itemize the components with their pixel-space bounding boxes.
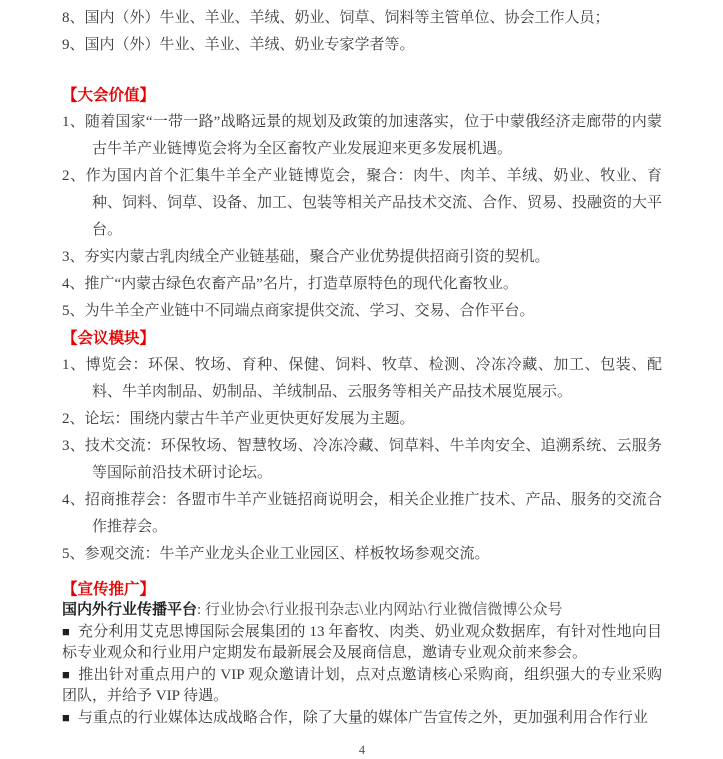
promotion-bullet-2: [62, 664, 662, 707]
document-content: [62, 5, 662, 729]
promotion-bullet-1: [62, 621, 662, 664]
audience-item-9: 9、国内（外）牛业、羊业、羊绒、奶业专家学者等。: [62, 37, 415, 53]
section-promotion: [62, 579, 662, 729]
promotion-bullet-1-text: 充分利用艾克思博国际会展集团的 13 年畜牧、肉类、奶业观众数据库，有针对性地向目标专业观众和行业用户定期发布最新展会及展商信息，邀请专业观众前来参会。: [62, 624, 662, 661]
value-item-5: 5、为牛羊全产业链中不同端点商家提供交流、学习、交易、合作平台。: [62, 303, 535, 319]
value-item-3: 3、夯实内蒙古乳肉绒全产业链基础，聚合产业优势提供招商引资的契机。: [62, 249, 550, 265]
promotion-bullet-3: [62, 707, 662, 729]
black-square-icon: ■: [62, 667, 70, 682]
value-item-4: 4、推广“内蒙古绿色农畜产品”名片，打造草原特色的现代化畜牧业。: [62, 276, 518, 292]
section-heading-modules: 【会议模块】: [62, 330, 156, 347]
module-item-5: 5、参观交流：牛羊产业龙头企业工业园区、样板牧场参观交流。: [62, 546, 490, 562]
module-item-3: 3、技术交流：环保牧场、智慧牧场、冷冻冷藏、饲草料、牛羊肉安全、追溯系统、云服务等国际前沿技术研讨论坛。: [62, 438, 662, 481]
black-square-icon: ■: [62, 624, 70, 639]
promotion-bullet-2-text: 推出针对重点用户的 VIP 观众邀请计划，点对点邀请核心采购商，组织强大的专业采购团队，并给予 VIP 待遇。: [62, 667, 662, 704]
black-square-icon: ■: [62, 710, 70, 725]
module-item-4: 4、招商推荐会：各盟市牛羊产业链招商说明会，相关企业推广技术、产品、服务的交流合作推荐会。: [62, 492, 662, 535]
module-item-1: 1、博览会：环保、牧场、育种、保健、饲料、牧草、检测、冷冻冷藏、加工、包装、配料、牛羊肉制品、奶制品、羊绒制品、云服务等相关产品技术展览展示。: [62, 357, 662, 400]
module-item-2: 2、论坛：围绕内蒙古牛羊产业更快更好发展为主题。: [62, 411, 415, 427]
promotion-platform-line: [62, 600, 662, 621]
value-item-2: 2、作为国内首个汇集牛羊全产业链博览会，聚合：肉牛、肉羊、羊绒、奶业、牧业、育种、饲料、饲草、设备、加工、包装等相关产品技术交流、合作、贸易、投融资的大平台。: [62, 168, 663, 238]
page-number: 4: [358, 743, 366, 757]
audience-item-8: 8、国内（外）牛业、羊业、羊绒、奶业、饲草、饲料等主管单位、协会工作人员；: [62, 10, 610, 26]
section-heading-value: 【大会价值】: [62, 87, 156, 104]
promotion-platform-label: 国内外行业传播平台: [62, 602, 198, 618]
section-audience-list: [62, 5, 662, 59]
section-value: [62, 82, 662, 325]
section-modules: [62, 325, 662, 568]
value-item-1: 1、随着国家“一带一路”战略远景的规划及政策的加速落实，位于中蒙俄经济走廊带的内蒙古牛羊产业链博览会将为全区畜牧产业发展迎来更多发展机遇。: [62, 114, 662, 157]
promotion-platform-value: : 行业协会\行业报刊杂志\业内网站\行业微信微博公众号: [197, 602, 563, 618]
promotion-bullet-3-text: 与重点的行业媒体达成战略合作，除了大量的媒体广告宣传之外，更加强利用合作行业: [77, 710, 648, 726]
section-heading-promotion: 【宣传推广】: [62, 581, 156, 598]
